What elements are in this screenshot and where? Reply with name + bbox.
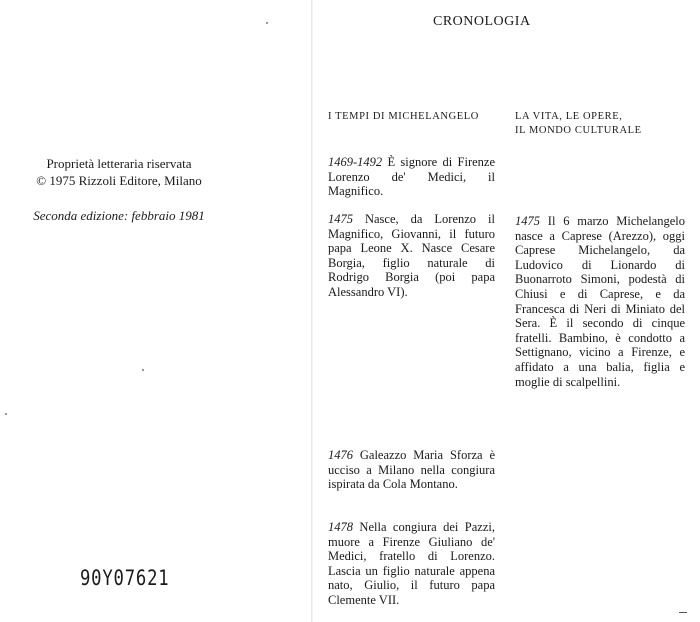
paper-speck bbox=[5, 413, 7, 415]
entry-year: 1469-1492 bbox=[328, 155, 383, 169]
entry-year: 1478 bbox=[328, 520, 353, 534]
right-page bbox=[315, 0, 700, 622]
column-heading-history bbox=[328, 110, 495, 124]
copyright-notice bbox=[0, 155, 238, 189]
entry-text: Il 6 marzo Michelangelo nasce a Caprese (Arezzo), oggi Caprese Michelangelo, da Ludovico di Lionardo di Buonarroto Simoni, podestà di Chiusi e di Caprese, e da Francesca di Neri di Miniato del Sera. È il secondo di cinque fratelli. Bambino, è condotto a Settignano, vicino a Firenze, e affidato a una balia, figlia e moglie di scalpellini. bbox=[515, 214, 685, 389]
entry-text: Nasce, da Lorenzo il Magnifico, Giovanni, il futuro papa Leone X. Nasce Cesare Borgia, figlio naturale di Rodrigo Borgia (poi papa Alessandro VI). bbox=[328, 212, 495, 299]
entry-text: Galeazzo Maria Sforza è ucciso a Milano nella congiura ispirata da Cola Montano. bbox=[328, 448, 495, 492]
chronology-entry bbox=[328, 155, 495, 199]
book-gutter bbox=[311, 0, 313, 622]
column-heading-life-line1: LA VITA, LE OPERE, bbox=[515, 111, 623, 122]
column-heading-life bbox=[515, 110, 685, 138]
paper-speck bbox=[142, 369, 144, 371]
page-edge-mark bbox=[679, 612, 687, 613]
catalog-code: 90Y07621 bbox=[80, 566, 170, 590]
paper-speck bbox=[266, 22, 268, 24]
copyright-line-rights: Proprietà letteraria riservata bbox=[46, 156, 192, 171]
copyright-line-publisher: © 1975 Rizzoli Editore, Milano bbox=[36, 173, 202, 188]
left-page bbox=[0, 0, 312, 622]
column-heading-life-line2: IL MONDO CULTURALE bbox=[515, 125, 642, 136]
chronology-entry bbox=[515, 214, 685, 389]
entry-text: Nella congiura dei Pazzi, muore a Firenze Giuliano de' Medici, fratello di Lorenzo. Lascia un figlio naturale appena nato, Giulio, il futuro papa Clemente VII. bbox=[328, 520, 495, 607]
column-heading-history-text: I TEMPI DI MICHELANGELO bbox=[328, 111, 479, 122]
chronology-entry bbox=[328, 520, 495, 608]
chronology-entry bbox=[328, 448, 495, 492]
entry-year: 1475 bbox=[515, 214, 540, 228]
entry-text: È signore di Firenze Lorenzo de' Medici, il Magnifico. bbox=[328, 155, 495, 199]
page-title: CRONOLOGIA bbox=[433, 14, 531, 29]
entry-year: 1475 bbox=[328, 212, 353, 226]
chronology-entry bbox=[328, 212, 495, 300]
edition-note: Seconda edizione: febbraio 1981 bbox=[33, 208, 205, 223]
entry-year: 1476 bbox=[328, 448, 353, 462]
